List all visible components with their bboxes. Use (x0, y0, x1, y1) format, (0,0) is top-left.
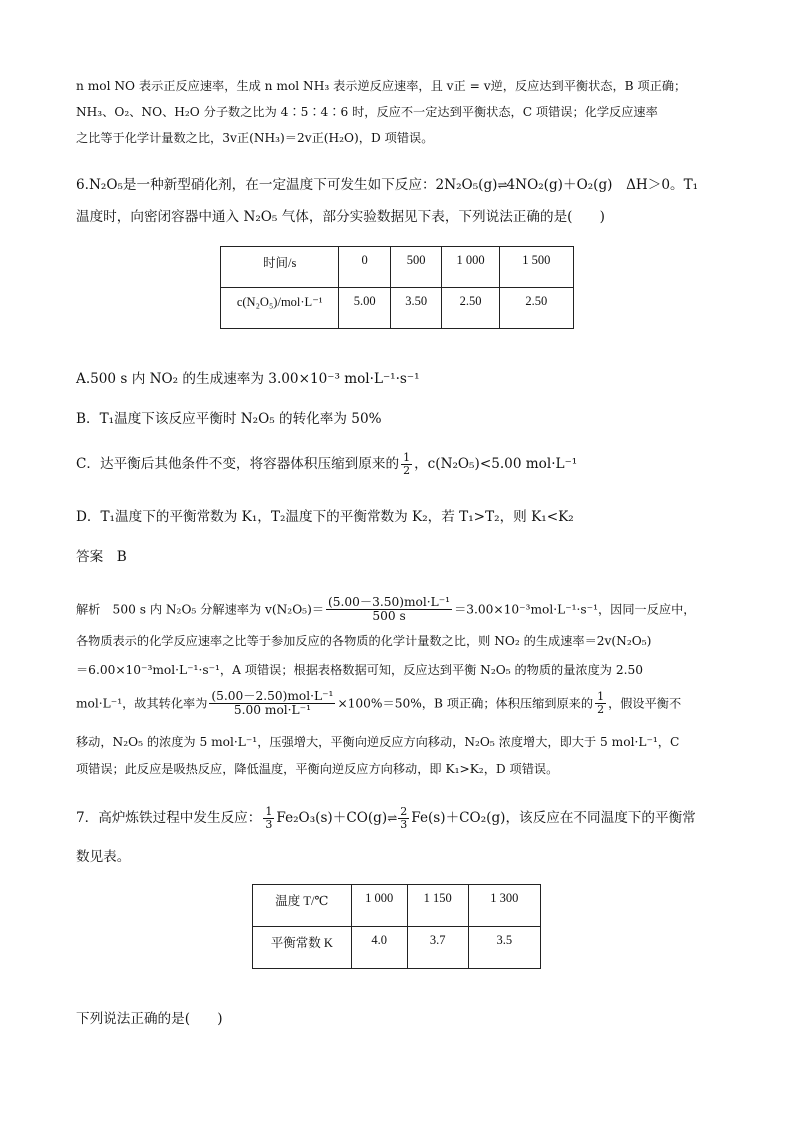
prev-explanation-line-2: NH₃、O₂、NO、H₂O 分子数之比为 4∶5∶4∶6 时，反应不一定达到平衡状态，C 项错误；化学反应速率 (76, 105, 658, 119)
q6-explanation-line-1 (76, 596, 695, 624)
table-row (221, 247, 574, 288)
table-cell: 3.5 (468, 927, 540, 969)
equilibrium-arrow-icon: ⇌ (497, 178, 507, 192)
table-cell: 4.0 (351, 927, 407, 969)
q7-final-prompt: 下列说法正确的是( ) (76, 1011, 223, 1027)
fraction-denominator: 2 (597, 703, 605, 717)
q6-stem-pre: 6.N₂O₅是一种新型硝化剂，在一定温度下可发生如下反应：2N₂O₅(g) (76, 177, 498, 193)
expl1-fraction (326, 596, 452, 624)
fraction-one-third (263, 806, 274, 831)
q6-stem-line-2: 温度时，向密闭容器中通入 N₂O₅ 气体，部分实验数据见下表，下列说法正确的是( ) (76, 209, 605, 225)
fraction-two-thirds (398, 806, 409, 831)
table-cell: 3.7 (407, 927, 468, 969)
q7-data-table (252, 884, 541, 969)
table-header-cell: 时间/s (221, 247, 339, 288)
fraction-one-half (595, 691, 606, 716)
fraction-numerator: 1 (403, 451, 411, 464)
q7-stem-pre: 7．高炉炼铁过程中发生反应： (76, 810, 262, 827)
prev-explanation-line-3: 之比等于化学计量数之比，3v正(NH₃)＝2v正(H₂O)，D 项错误。 (76, 131, 434, 145)
table-header-cell: 1 000 (442, 247, 499, 288)
fraction-denominator: 3 (400, 818, 408, 832)
q7-stem-line-1 (76, 806, 696, 831)
q6-stem-line-1 (76, 176, 698, 194)
table-row (253, 927, 541, 969)
table-cell: 2.50 (499, 288, 573, 329)
expl4-fraction (209, 690, 335, 718)
expl1-post: ＝3.00×10⁻³mol·L⁻¹·s⁻¹，因同一反应中， (454, 602, 696, 617)
q6-explanation-line-3: ＝6.00×10⁻³mol·L⁻¹·s⁻¹，A 项错误；根据表格数据可知，反应达到平衡 N₂O₅ 的物质的量浓度为 2.50 (76, 663, 643, 677)
q7-stem-mid: Fe₂O₃(s)＋CO(g) (276, 810, 388, 827)
q6-answer: 答案 B (76, 549, 127, 565)
fraction-denominator: 5.00 mol·L⁻¹ (233, 703, 311, 718)
q6-stem-post: 4NO₂(g)＋O₂(g) ΔH＞0。T₁ (506, 177, 699, 193)
table-header-cell: 500 (390, 247, 442, 288)
q6-explanation-line-2: 各物质表示的化学反应速率之比等于参加反应的各物质的化学计量数之比，则 NO₂ 的生成速率＝2v(N₂O₅) (76, 634, 652, 648)
table-header-cell: 温度 T/℃ (253, 885, 352, 927)
table-cell: 5.00 (339, 288, 391, 329)
table-header-cell: 1 300 (468, 885, 540, 927)
q6-explanation-line-4 (76, 690, 681, 718)
q7-stem-post: Fe(s)＋CO₂(g)，该反应在不同温度下的平衡常 (411, 810, 696, 827)
fraction-denominator: 2 (403, 464, 411, 478)
table-cell: 3.50 (390, 288, 442, 329)
q6-explanation-line-5: 移动，N₂O₅ 的浓度为 5 mol·L⁻¹，压强增大，平衡向逆反应方向移动，N₂O₅ 浓度增大，即大于 5 mol·L⁻¹，C (76, 735, 680, 749)
expl4-post: ×100%＝50%，B 项正确；体积压缩到原来的 (337, 696, 594, 711)
q6-option-c-pre: C．达平衡后其他条件不变，将容器体积压缩到原来的 (76, 456, 400, 473)
fraction-denominator: 500 s (372, 609, 406, 624)
q6-option-c-post: ，c(N₂O₅)<5.00 mol·L⁻¹ (414, 456, 578, 473)
q7-stem-line-2: 数见表。 (76, 849, 131, 865)
expl4-tail: ，假设平衡不 (608, 696, 682, 711)
q6-option-b: B．T₁温度下该反应平衡时 N₂O₅ 的转化率为 50% (76, 411, 382, 427)
table-header-cell: 1 500 (499, 247, 573, 288)
expl4-pre: mol·L⁻¹，故其转化率为 (76, 696, 208, 711)
fraction-one-half (401, 452, 412, 477)
q6-explanation-line-6: 项错误；此反应是吸热反应，降低温度，平衡向逆反应方向移动，即 K₁>K₂，D 项错误。 (76, 762, 559, 776)
table-cell: 平衡常数 K (253, 927, 352, 969)
table-header-cell: 0 (339, 247, 391, 288)
table-header-cell: 1 150 (407, 885, 468, 927)
fraction-numerator: (5.00－2.50)mol·L⁻¹ (211, 689, 334, 703)
fraction-denominator: 3 (265, 818, 273, 832)
q6-option-a: A.500 s 内 NO₂ 的生成速率为 3.00×10⁻³ mol·L⁻¹·s⁻¹ (76, 371, 420, 387)
q6-data-table (220, 246, 574, 329)
table-row (221, 288, 574, 329)
table-cell: c(N₂O₅)/mol·L⁻¹ (221, 288, 339, 329)
prev-explanation-line-1: n mol NO 表示正反应速率，生成 n mol NH₃ 表示逆反应速率，且 v正 = v逆，反应达到平衡状态，B 项正确； (76, 79, 687, 93)
fraction-numerator: 2 (400, 805, 408, 818)
equilibrium-arrow-icon: ⇌ (387, 811, 397, 826)
table-cell: 2.50 (442, 288, 499, 329)
fraction-numerator: 1 (597, 690, 605, 704)
q6-option-d: D．T₁温度下的平衡常数为 K₁，T₂温度下的平衡常数为 K₂，若 T₁>T₂，则 K₁<K₂ (76, 509, 574, 525)
fraction-numerator: (5.00－3.50)mol·L⁻¹ (328, 595, 451, 609)
expl1-pre: 解析 500 s 内 N₂O₅ 分解速率为 v(N₂O₅)＝ (76, 602, 325, 617)
table-row (253, 885, 541, 927)
fraction-numerator: 1 (265, 805, 273, 818)
q6-option-c (76, 452, 577, 477)
table-header-cell: 1 000 (351, 885, 407, 927)
